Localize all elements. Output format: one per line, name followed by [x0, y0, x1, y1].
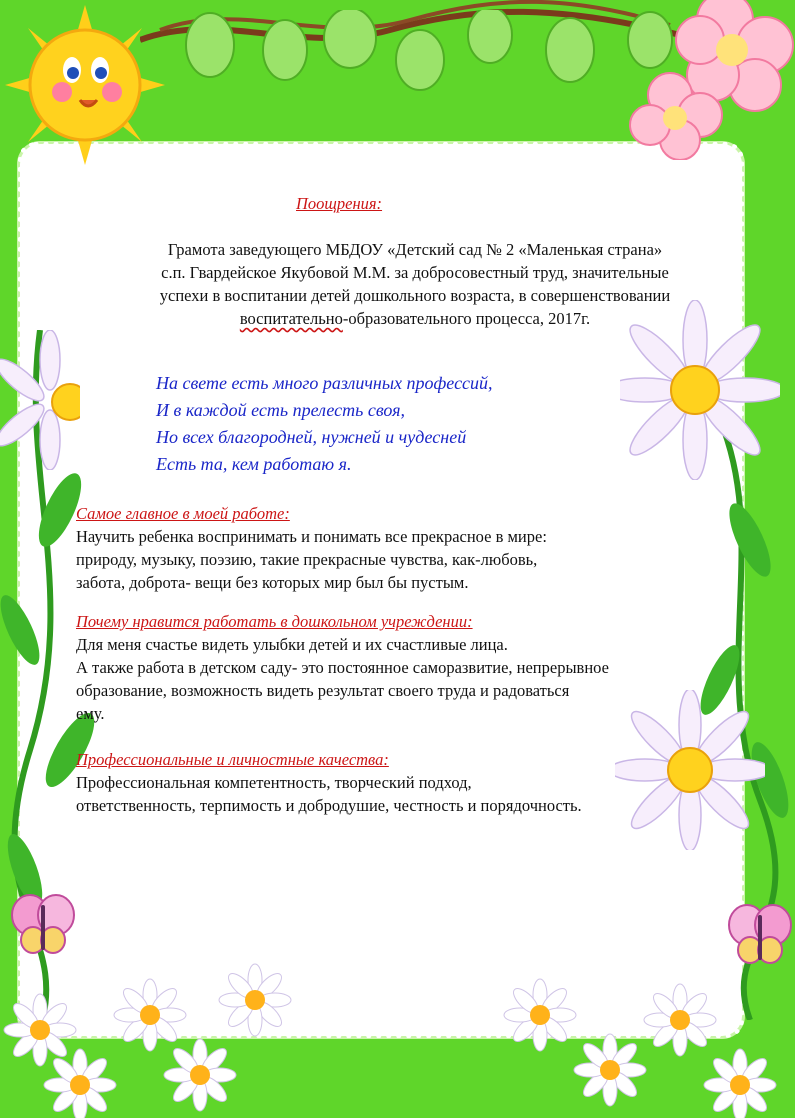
award-line: успехи в воспитании детей дошкольного возраста, в совершенствовании: [159, 286, 671, 305]
award-line: [110, 307, 720, 330]
section-qualities: [76, 748, 716, 817]
section-line: Для меня счастье видеть улыбки детей и их счастливые лица.: [76, 635, 508, 654]
section-line: природу, музыку, поэзию, такие прекрасные чувства, как-любовь,: [76, 550, 538, 569]
daisy-icon: [0, 330, 90, 470]
award-wavy-word: воспитательно: [239, 309, 343, 328]
section-line: ответственность, терпимость и добродушие, честность и порядочность.: [76, 796, 582, 815]
section-main-in-work: [76, 502, 716, 594]
section-heading: Почему нравится работать в дошкольном учреждении:: [76, 612, 473, 631]
award-description: [110, 238, 720, 330]
section-line: образование, возможность видеть результат своего труда и радоваться: [76, 681, 570, 700]
section-line: забота, доброта- вещи без которых мир был бы пустым.: [76, 573, 469, 592]
poem-line: Но всех благородней, нужней и чудесней: [156, 427, 467, 447]
poem: [156, 370, 493, 478]
poem-line: И в каждой есть прелесть своя,: [156, 400, 406, 420]
butterfly-icon: [8, 890, 78, 960]
awards-title: [158, 194, 382, 214]
section-why-like-work: [76, 610, 716, 725]
sun-icon: [0, 0, 170, 170]
award-line: с.п. Гвардейское Якубовой М.М. за добросовестный труд, значительные: [161, 263, 669, 282]
section-line: А также работа в детском саду- это постоянное саморазвитие, непрерывное: [76, 658, 609, 677]
section-line: ему.: [76, 704, 105, 723]
daisy-icon: [0, 960, 795, 1118]
poem-line: На свете есть много различных профессий,: [156, 373, 493, 393]
section-line: Научить ребенка воспринимать и понимать все прекрасное в мире:: [76, 527, 547, 546]
award-line-rest: -образовательного процесса, 2017г.: [342, 309, 591, 328]
pink-flower-icon: [625, 0, 795, 160]
section-heading: Профессиональные и личностные качества:: [76, 750, 389, 769]
award-line: Грамота заведующего МБДОУ «Детский сад № 2 «Маленькая страна»: [167, 240, 663, 259]
poem-backdrop: [80, 368, 152, 476]
section-line: Профессиональная компетентность, творческий подход,: [76, 773, 472, 792]
awards-title-text: Поощрения:: [296, 194, 383, 213]
poem-line: Есть та, кем работаю я.: [156, 454, 352, 474]
section-heading: Самое главное в моей работе:: [76, 504, 290, 523]
